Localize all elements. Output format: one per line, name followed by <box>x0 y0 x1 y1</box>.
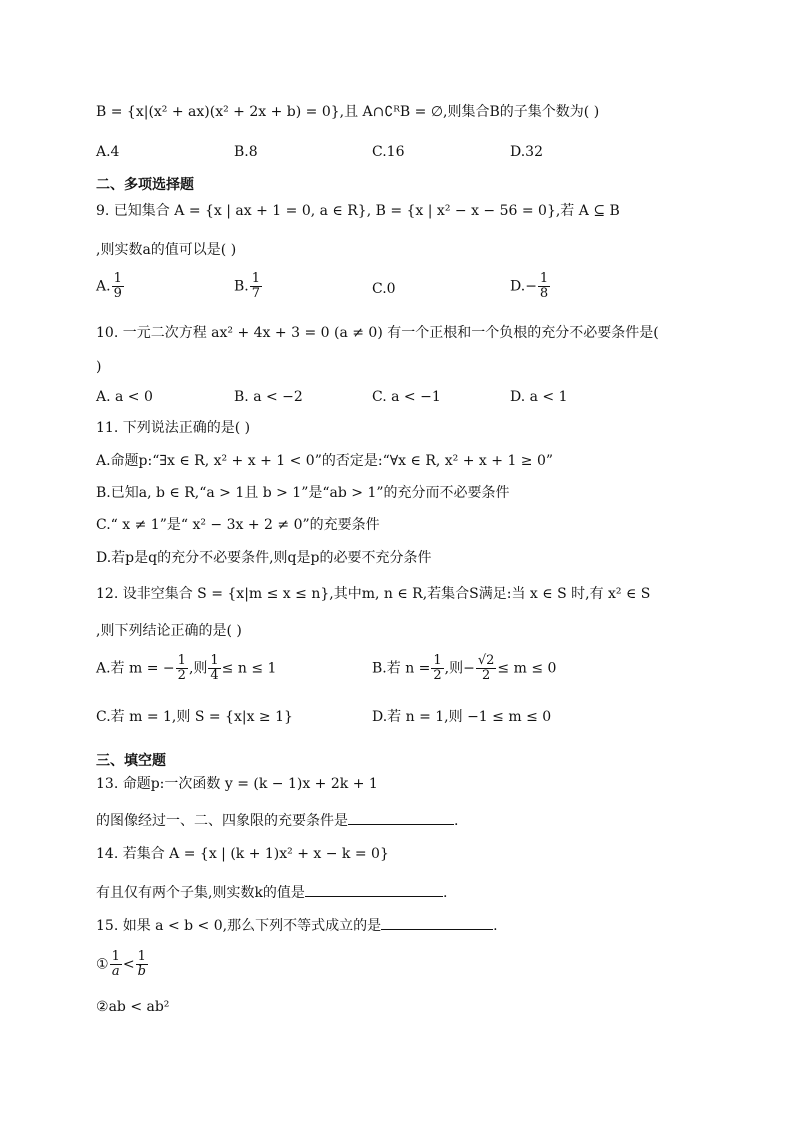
q15-answer-blank[interactable] <box>381 913 493 930</box>
q9-option-a: A. $\frac{1}{9}$ <box>96 271 122 301</box>
q9-stem-line1: 9. 已知集合 A = {x | ax + 1 = 0, a ∈ R}, B = {x | x² − x − 56 = 0},若 A ⊆ B <box>96 203 620 219</box>
q12-stem-line2: ,则下列结论正确的是( ) <box>96 623 242 639</box>
fraction: $\frac{1}{8}$ <box>539 271 549 301</box>
q9-option-d: D.− $\frac{1}{8}$ <box>510 271 549 301</box>
q10-option-a: A. a < 0 <box>96 389 153 405</box>
q12-option-d: D.若 n = 1,则 −1 ≤ m ≤ 0 <box>372 709 552 725</box>
fraction: $\frac{1}{4}$ <box>210 653 219 683</box>
q10-option-c: C. a < −1 <box>372 389 441 405</box>
q8-stem: B = {x|(x² + ax)(x² + 2x + b) = 0},且 A∩∁ᴿB = ∅,则集合B的子集个数为( ) <box>96 104 600 120</box>
q13-answer-blank[interactable] <box>348 808 454 825</box>
q15-item-2: ②ab < ab² <box>96 999 170 1015</box>
q12-stem-line1: 12. 设非空集合 S = {x|m ≤ x ≤ n},其中m, n ∈ R,若集合S满足:当 x ∈ S 时,有 x² ∈ S <box>96 586 651 602</box>
q11-stem: 11. 下列说法正确的是( ) <box>96 420 251 436</box>
q15-item-1: ① $\frac{1}{a}$ < $\frac{1}{b}$ <box>96 949 146 979</box>
q8-option-a: A.4 <box>96 144 120 160</box>
q11-option-b: B.已知a, b ∈ R,“a > 1且 b > 1”是“ab > 1”的充分而不必要条件 <box>96 485 510 501</box>
q8-option-b: B.8 <box>234 144 258 160</box>
fraction: $\frac{1}{b}$ <box>137 949 146 979</box>
q14-stem-line1: 14. 若集合 A = {x | (k + 1)x² + x − k = 0} <box>96 846 389 862</box>
circled-number-1: ① <box>96 956 109 973</box>
q9-option-b: B. $\frac{1}{7}$ <box>234 271 261 301</box>
section-title-multiple-choice: 二、多项选择题 <box>96 177 194 193</box>
fraction: $\frac{√2}{2}$ <box>477 653 495 683</box>
q13-stem-line1: 13. 命题p:一次函数 y = (k − 1)x + 2k + 1 <box>96 776 378 792</box>
q11-option-d: D.若p是q的充分不必要条件,则q是p的必要不充分条件 <box>96 550 432 566</box>
q9-stem-line2: ,则实数a的值可以是( ) <box>96 242 237 258</box>
section-title-fill-in: 三、填空题 <box>96 753 166 769</box>
q10-stem-line1: 10. 一元二次方程 ax² + 4x + 3 = 0 (a ≠ 0) 有一个正根和一个负根的充分不必要条件是( <box>96 325 659 341</box>
q13-stem-line2: 的图像经过一、二、四象限的充要条件是 . <box>96 808 458 832</box>
fraction: $\frac{1}{2}$ <box>433 653 442 683</box>
q12-option-c: C.若 m = 1,则 S = {x|x ≥ 1} <box>96 709 293 725</box>
fraction: $\frac{1}{a}$ <box>111 949 120 979</box>
q14-answer-blank[interactable] <box>305 880 443 897</box>
q8-option-c: C.16 <box>372 144 405 160</box>
circled-number-2: ② <box>96 999 109 1015</box>
q11-option-a: A.命题p:“∃x ∈ R, x² + x + 1 < 0”的否定是:“∀x ∈ R, x² + x + 1 ≥ 0” <box>96 453 554 469</box>
fraction: $\frac{1}{2}$ <box>177 653 186 683</box>
fraction: $\frac{1}{9}$ <box>113 271 122 301</box>
q9-option-c: C.0 <box>372 281 396 297</box>
q12-option-b: B.若 n = $\frac{1}{2}$ ,则− $\frac{√2}{2}$ ≤ m ≤ 0 <box>372 653 557 683</box>
fraction: $\frac{1}{7}$ <box>251 271 261 301</box>
q10-stem-line2: ) <box>96 359 102 375</box>
q12-option-a: A.若 m = − $\frac{1}{2}$ ,则 $\frac{1}{4}$ ≤ n ≤ 1 <box>96 653 277 683</box>
q8-option-d: D.32 <box>510 144 543 160</box>
q10-option-b: B. a < −2 <box>234 389 303 405</box>
q10-option-d: D. a < 1 <box>510 389 568 405</box>
q11-option-c: C.“ x ≠ 1”是“ x² − 3x + 2 ≠ 0”的充要条件 <box>96 517 380 533</box>
q14-stem-line2: 有且仅有两个子集,则实数k的值是 . <box>96 880 447 904</box>
q15-stem: 15. 如果 a < b < 0,那么下列不等式成立的是 . <box>96 913 498 937</box>
